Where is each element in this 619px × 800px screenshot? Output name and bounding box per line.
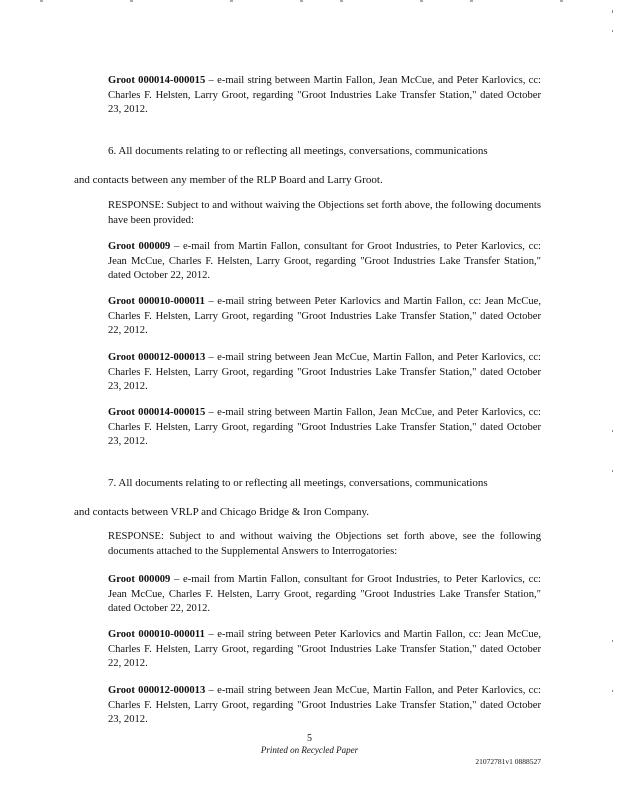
bates-number: Groot 000012-000013 xyxy=(108,352,206,363)
document-id: 21072781v1 0888527 xyxy=(475,757,541,766)
bates-number: Groot 000012-000013 xyxy=(108,685,206,696)
entry-description: – e-mail string between Jean McCue, Martin Fallon, and Peter Karlovics, cc: Charles F. Helsten, Larry Groot, regarding "Groot Industries Lake Transfer Station," dated October 23, 2012. xyxy=(108,685,541,726)
document-entry xyxy=(108,406,541,450)
bates-number: Groot 000009 xyxy=(108,574,171,585)
entry-description: – e-mail from Martin Fallon, consultant for Groot Industries, to Peter Karlovics, cc: Jean McCue, Charles F. Helsten, Larry Groot, regarding "Groot Industries Lake Transfer Station," dated October 22, 2012. xyxy=(108,241,541,282)
request-6-line-2: and contacts between any member of the RLP Board and Larry Groot. xyxy=(74,174,383,186)
document-entry xyxy=(108,684,541,728)
page-number: 5 xyxy=(307,733,312,744)
scan-speck xyxy=(612,30,613,32)
request-7-text: 7. All documents relating to or reflecting all meetings, conversations, communications xyxy=(108,477,488,489)
scan-top-edge xyxy=(0,0,619,3)
scan-speck xyxy=(612,470,613,472)
bates-number: Groot 000010-000011 xyxy=(108,296,205,307)
entry-description: – e-mail string between Martin Fallon, Jean McCue, and Peter Karlovics, cc: Charles F. Helsten, Larry Groot, regarding "Groot Industries Lake Transfer Station," dated October 23, 2012. xyxy=(108,407,541,448)
scan-speck xyxy=(612,640,613,642)
request-6-text: 6. All documents relating to or reflecting all meetings, conversations, communications xyxy=(108,145,488,157)
scan-speck xyxy=(612,10,613,13)
recycled-paper-note: Printed on Recycled Paper xyxy=(260,745,359,755)
request-7-line-2: and contacts between VRLP and Chicago Bridge & Iron Company. xyxy=(74,506,370,518)
entry-description: – e-mail string between Jean McCue, Martin Fallon, and Peter Karlovics, cc: Charles F. Helsten, Larry Groot, regarding "Groot Industries Lake Transfer Station," dated October 23, 2012. xyxy=(108,352,541,393)
bates-number: Groot 000014-000015 xyxy=(108,75,206,86)
request-6-line-1 xyxy=(74,144,542,158)
response-6: RESPONSE: Subject to and without waiving the Objections set forth above, the following documents have been provided: xyxy=(108,200,541,226)
document-entry xyxy=(108,573,541,617)
entry-description: – e-mail string between Martin Fallon, Jean McCue, and Peter Karlovics, cc: Charles F. Helsten, Larry Groot, regarding "Groot Industries Lake Transfer Station," dated October 23, 2012. xyxy=(108,75,541,116)
scan-speck xyxy=(612,690,613,692)
entry-description: – e-mail string between Peter Karlovics and Martin Fallon, cc: Jean McCue, Charles F. Helsten, Larry Groot, regarding "Groot Industries Lake Transfer Station," dated October 22, 2012. xyxy=(108,296,541,337)
entry-description: – e-mail string between Peter Karlovics and Martin Fallon, cc: Jean McCue, Charles F. Helsten, Larry Groot, regarding "Groot Industries Lake Transfer Station," dated October 22, 2012. xyxy=(108,629,541,670)
request-7-line-1 xyxy=(74,476,542,490)
document-entry xyxy=(108,240,541,284)
entry-description: – e-mail from Martin Fallon, consultant for Groot Industries, to Peter Karlovics, cc: Jean McCue, Charles F. Helsten, Larry Groot, regarding "Groot Industries Lake Transfer Station," dated October 22, 2012. xyxy=(108,574,541,615)
document-entry xyxy=(108,351,541,395)
bates-number: Groot 000010-000011 xyxy=(108,629,205,640)
document-entry xyxy=(108,628,541,672)
document-entry xyxy=(108,295,541,339)
response-7: RESPONSE: Subject to and without waiving the Objections set forth above, see the following documents attached to the Supplemental Answers to Interrogatories: xyxy=(108,531,541,557)
bates-number: Groot 000014-000015 xyxy=(108,407,206,418)
bates-number: Groot 000009 xyxy=(108,241,171,252)
scan-speck xyxy=(612,430,613,432)
document-entry xyxy=(108,74,541,118)
